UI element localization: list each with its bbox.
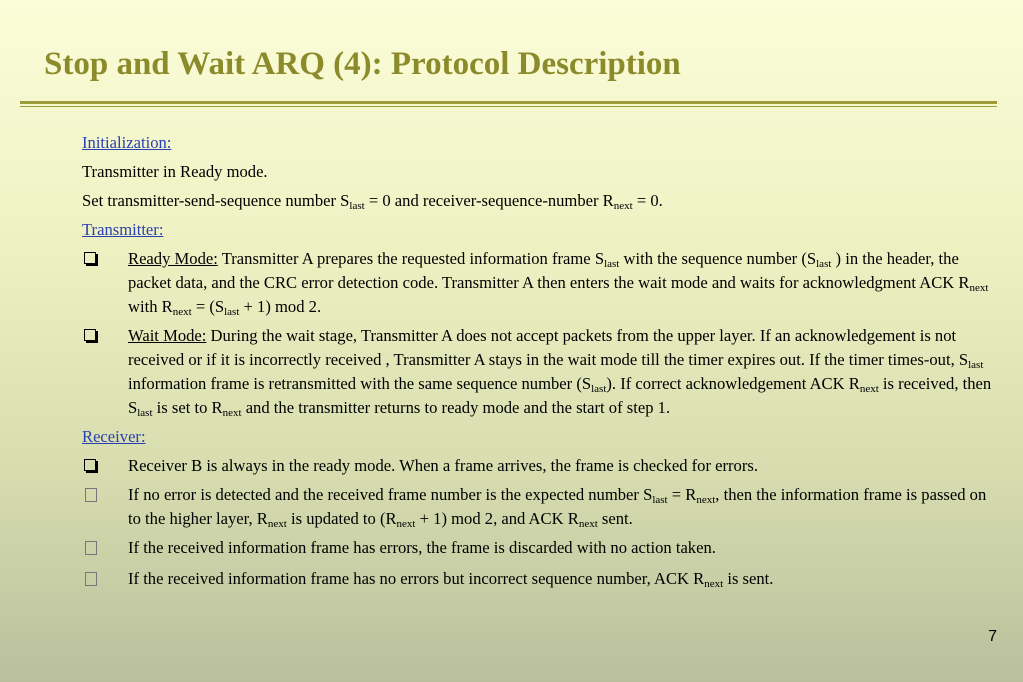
- transmitter-heading: Transmitter:: [82, 220, 164, 239]
- init-line-ready-mode: Transmitter in Ready mode.: [82, 162, 268, 181]
- page-number: 7: [988, 628, 997, 645]
- slide-body: [82, 131, 992, 598]
- wait-mode-label: Wait Mode:: [128, 326, 207, 345]
- receiver-heading: Receiver:: [82, 427, 146, 446]
- ready-mode-label: Ready Mode:: [128, 249, 218, 268]
- title-divider: [20, 101, 997, 107]
- checkbox-bullet-icon: [84, 459, 96, 471]
- receiver-error-bullet: If the received information frame has errors, the frame is discarded with no action taken.: [82, 536, 992, 562]
- receiver-wrong-seq-bullet: If the received information frame has no errors but incorrect sequence number, ACK $R_{next}$ is sent.: [82, 567, 992, 593]
- slide-title: Stop and Wait ARQ (4): Protocol Description: [44, 46, 681, 82]
- receiver-ready-bullet: Receiver B is always in the ready mode. When a frame arrives, the frame is checked for errors.: [82, 454, 992, 478]
- wait-mode-bullet: Wait Mode: During the wait stage, Transmitter A does not accept packets from the upper layer. If an acknowledgement is not received or if it is incorrectly received , Transmitter A stays in the wait mode till the timer expires out. If the timer times-out, $S_{last}$ information frame is retransmitted with the same sequence number $(S_{last})$. If correct acknowledgement ACK $R_{next}$ is received, then $S_{last}$ is set to $R_{next}$ and the transmitter returns to ready mode and the start of step 1.: [82, 324, 992, 420]
- missing-glyph-bullet-icon: [85, 488, 97, 502]
- checkbox-bullet-icon: [84, 252, 96, 264]
- checkbox-bullet-icon: [84, 329, 96, 341]
- receiver-no-error-bullet: If no error is detected and the received frame number is the expected number $S_{last} = R_{next}$, then the information frame is passed on to the higher layer, $R_{next}$ is updated to $(R_{next} + 1)$ mod 2, and ACK $R_{next}$ sent.: [82, 483, 992, 531]
- missing-glyph-bullet-icon: [85, 541, 97, 555]
- ready-mode-bullet: Ready Mode: Transmitter A prepares the requested information frame $S_{last}$ with the sequence number ($S_{last}$ ) in the header, the packet data, and the CRC error detection code. Transmitter A then enters the wait mode and waits for acknowledgment ACK $R_{next}$ with $R_{next} = (S_{last} + 1)$ mod 2.: [82, 247, 992, 319]
- initialization-heading: Initialization:: [82, 133, 172, 152]
- missing-glyph-bullet-icon: [85, 572, 97, 586]
- init-line-sequence-numbers: Set transmitter-send-sequence number $S_{last} = 0$ and receiver-sequence-number $R_{next} = 0$.: [82, 191, 663, 212]
